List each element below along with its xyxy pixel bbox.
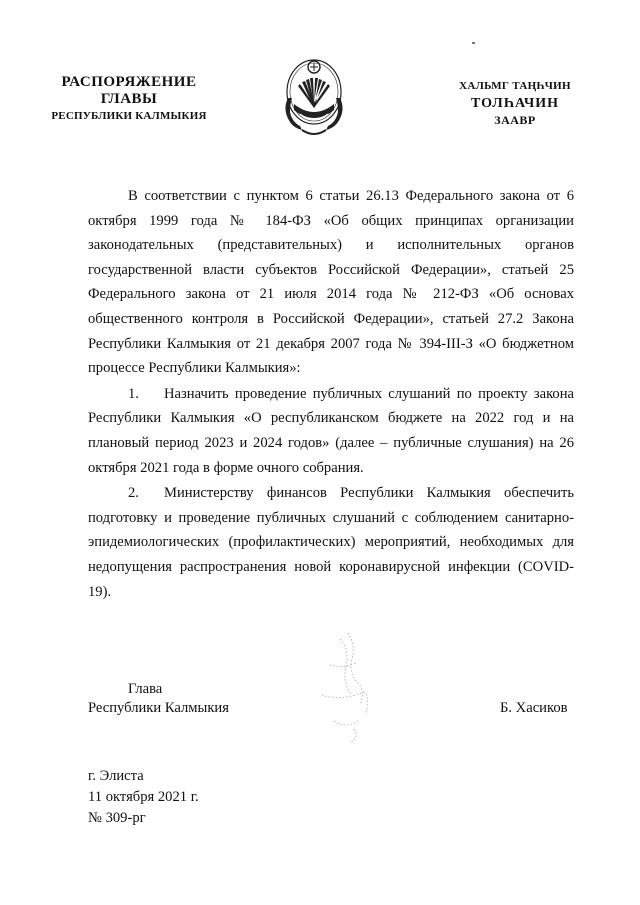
- header-right-line-2: ТОЛҺАЧИН: [470, 96, 560, 111]
- order-item-2: [88, 481, 574, 604]
- order-body: [88, 184, 574, 604]
- order-item-1: [88, 382, 574, 480]
- header-left-line-3: РЕСПУБЛИКИ КАЛМЫКИЯ: [51, 110, 207, 122]
- footer-date: 11 октября 2021 г.: [88, 789, 199, 805]
- header-right-line-3: ЗААВР: [494, 113, 536, 127]
- handwritten-signature: [300, 625, 380, 745]
- header-left-line-1: РАСПОРЯЖЕНИЕ: [61, 74, 197, 90]
- signatory-name: Б. Хасиков: [500, 700, 568, 716]
- header-left-russian: [44, 74, 214, 125]
- signatory-title-line-2: Республики Калмыкия: [88, 700, 229, 716]
- item-number: 1.: [128, 385, 139, 402]
- signatory-title: [88, 680, 268, 718]
- header-left-line-2: ГЛАВЫ: [100, 91, 158, 107]
- item-number: 2.: [128, 485, 139, 502]
- header-right-kalmyk: [440, 78, 590, 129]
- scan-speck: [472, 42, 475, 44]
- item-text: Назначить проведение публичных слушаний по проекту закона Республики Калмыкия «О республиканском бюджете на 2022 год и на плановый период 2023 и 2024 годов» (далее – публичные слушания) на 26 октября 2021 года в форме очного собрания.: [88, 385, 574, 476]
- header-right-line-1: ХАЛЬМГ ТАҢҺЧИН: [459, 80, 571, 92]
- footer-city: г. Элиста: [88, 768, 144, 784]
- footer-number: № 309-рг: [88, 810, 146, 826]
- coat-of-arms-icon: [280, 52, 348, 142]
- document-footer: [88, 766, 199, 829]
- item-text: Министерству финансов Республики Калмыкия обеспечить подготовку и проведение публичных слушаний с соблюдением санитарно-эпидемиологических (профилактических) мероприятий, необходимых для недопущения распространения новой коронавирусной инфекции (COVID-19).: [88, 485, 574, 600]
- intro-paragraph: В соответствии с пунктом 6 статьи 26.13 Федерального закона от 6 октября 1999 года № 184-ФЗ «Об общих принципах организации законодательных (представительных) и исполнительных органов государственной власти субъектов Российской Федерации», статьей 25 Федерального закона от 21 июля 2014 года № 212-ФЗ «Об основах общественного контроля в Российской Федерации», статьей 27.2 Закона Республики Калмыкия от 21 декабря 2007 года № 394-III-З «О бюджетном процессе Республики Калмыкия»:: [88, 188, 574, 377]
- signatory-title-line-1: Глава: [128, 681, 163, 697]
